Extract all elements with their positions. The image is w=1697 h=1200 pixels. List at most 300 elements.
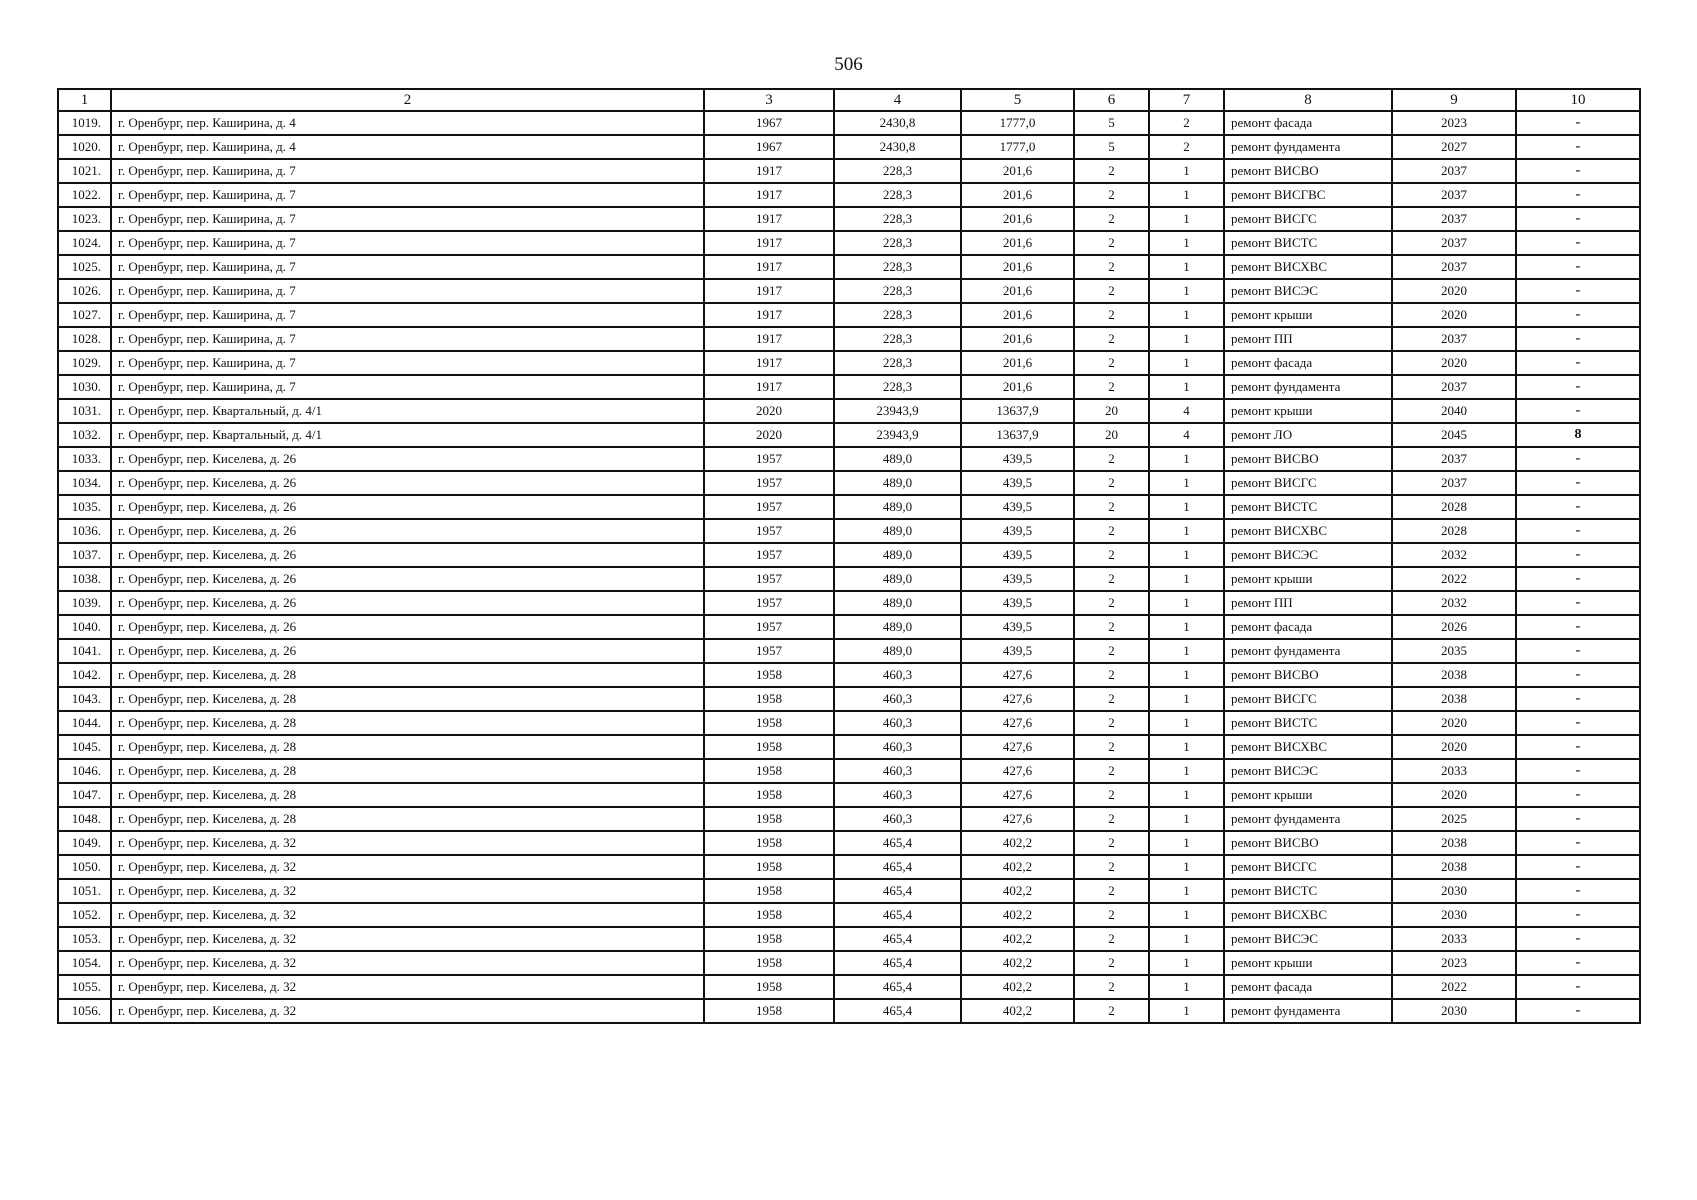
- address-cell: г. Оренбург, пер. Каширина, д. 7: [111, 159, 704, 183]
- row-number-cell: 1030.: [58, 375, 111, 399]
- planned-year-cell: 2020: [1392, 735, 1516, 759]
- entrances-cell: 1: [1149, 879, 1224, 903]
- work-type-cell: ремонт фасада: [1224, 351, 1392, 375]
- address-cell: г. Оренбург, пер. Каширина, д. 4: [111, 111, 704, 135]
- address-cell: г. Оренбург, пер. Киселева, д. 32: [111, 975, 704, 999]
- work-type-cell: ремонт фундамента: [1224, 999, 1392, 1023]
- address-cell: г. Оренбург, пер. Киселева, д. 28: [111, 711, 704, 735]
- planned-year-cell: 2037: [1392, 255, 1516, 279]
- living-area-cell: 439,5: [961, 639, 1074, 663]
- column-10-value-cell: -: [1516, 879, 1640, 903]
- entrances-cell: 1: [1149, 303, 1224, 327]
- entrances-cell: 1: [1149, 183, 1224, 207]
- row-number-cell: 1053.: [58, 927, 111, 951]
- living-area-cell: 427,6: [961, 735, 1074, 759]
- work-type-cell: ремонт ВИСГС: [1224, 687, 1392, 711]
- year-built-cell: 1958: [704, 879, 834, 903]
- page-number: 506: [834, 54, 863, 75]
- total-area-cell: 489,0: [834, 639, 961, 663]
- planned-year-cell: 2038: [1392, 663, 1516, 687]
- address-cell: г. Оренбург, пер. Каширина, д. 7: [111, 231, 704, 255]
- floors-cell: 2: [1074, 375, 1149, 399]
- row-number-cell: 1045.: [58, 735, 111, 759]
- row-number-cell: 1054.: [58, 951, 111, 975]
- entrances-cell: 2: [1149, 135, 1224, 159]
- year-built-cell: 1958: [704, 735, 834, 759]
- row-number-cell: 1040.: [58, 615, 111, 639]
- row-number-cell: 1019.: [58, 111, 111, 135]
- row-number-cell: 1038.: [58, 567, 111, 591]
- floors-cell: 2: [1074, 303, 1149, 327]
- planned-year-cell: 2032: [1392, 591, 1516, 615]
- living-area-cell: 427,6: [961, 759, 1074, 783]
- address-cell: г. Оренбург, пер. Киселева, д. 28: [111, 663, 704, 687]
- total-area-cell: 460,3: [834, 711, 961, 735]
- table-row: [58, 159, 1640, 183]
- table-row: [58, 951, 1640, 975]
- entrances-cell: 1: [1149, 279, 1224, 303]
- table-row: [58, 759, 1640, 783]
- year-built-cell: 1957: [704, 591, 834, 615]
- address-cell: г. Оренбург, пер. Каширина, д. 7: [111, 303, 704, 327]
- work-type-cell: ремонт ВИСТС: [1224, 231, 1392, 255]
- floors-cell: 20: [1074, 399, 1149, 423]
- column-10-value-cell: -: [1516, 255, 1640, 279]
- year-built-cell: 1917: [704, 231, 834, 255]
- entrances-cell: 1: [1149, 999, 1224, 1023]
- living-area-cell: 439,5: [961, 495, 1074, 519]
- entrances-cell: 1: [1149, 903, 1224, 927]
- table-row: [58, 927, 1640, 951]
- living-area-cell: 427,6: [961, 807, 1074, 831]
- row-number-cell: 1039.: [58, 591, 111, 615]
- table-row: [58, 855, 1640, 879]
- work-type-cell: ремонт фундамента: [1224, 135, 1392, 159]
- year-built-cell: 1958: [704, 687, 834, 711]
- living-area-cell: 402,2: [961, 879, 1074, 903]
- year-built-cell: 1917: [704, 351, 834, 375]
- row-number-cell: 1046.: [58, 759, 111, 783]
- planned-year-cell: 2020: [1392, 303, 1516, 327]
- work-type-cell: ремонт ВИСГС: [1224, 855, 1392, 879]
- planned-year-cell: 2045: [1392, 423, 1516, 447]
- column-header: 3: [704, 89, 834, 111]
- total-area-cell: 23943,9: [834, 423, 961, 447]
- planned-year-cell: 2020: [1392, 783, 1516, 807]
- address-cell: г. Оренбург, пер. Каширина, д. 7: [111, 183, 704, 207]
- year-built-cell: 1958: [704, 999, 834, 1023]
- entrances-cell: 1: [1149, 783, 1224, 807]
- entrances-cell: 1: [1149, 831, 1224, 855]
- planned-year-cell: 2023: [1392, 111, 1516, 135]
- living-area-cell: 13637,9: [961, 399, 1074, 423]
- column-10-value-cell: -: [1516, 975, 1640, 999]
- planned-year-cell: 2037: [1392, 327, 1516, 351]
- entrances-cell: 1: [1149, 375, 1224, 399]
- table-row: [58, 687, 1640, 711]
- floors-cell: 2: [1074, 879, 1149, 903]
- column-header: 6: [1074, 89, 1149, 111]
- living-area-cell: 201,6: [961, 303, 1074, 327]
- floors-cell: 2: [1074, 327, 1149, 351]
- work-type-cell: ремонт ВИСГВС: [1224, 183, 1392, 207]
- address-cell: г. Оренбург, пер. Киселева, д. 26: [111, 639, 704, 663]
- total-area-cell: 460,3: [834, 759, 961, 783]
- row-number-cell: 1023.: [58, 207, 111, 231]
- table-row: [58, 375, 1640, 399]
- planned-year-cell: 2020: [1392, 351, 1516, 375]
- entrances-cell: 4: [1149, 399, 1224, 423]
- entrances-cell: 1: [1149, 615, 1224, 639]
- row-number-cell: 1041.: [58, 639, 111, 663]
- entrances-cell: 1: [1149, 255, 1224, 279]
- living-area-cell: 439,5: [961, 447, 1074, 471]
- column-10-value-cell: -: [1516, 999, 1640, 1023]
- work-type-cell: ремонт ВИСВО: [1224, 447, 1392, 471]
- living-area-cell: 201,6: [961, 351, 1074, 375]
- entrances-cell: 1: [1149, 687, 1224, 711]
- table-row: [58, 783, 1640, 807]
- year-built-cell: 1917: [704, 327, 834, 351]
- planned-year-cell: 2037: [1392, 231, 1516, 255]
- floors-cell: 2: [1074, 351, 1149, 375]
- address-cell: г. Оренбург, пер. Киселева, д. 32: [111, 999, 704, 1023]
- column-10-value-cell: -: [1516, 783, 1640, 807]
- column-header: 2: [111, 89, 704, 111]
- row-number-cell: 1033.: [58, 447, 111, 471]
- column-10-value-cell: -: [1516, 207, 1640, 231]
- living-area-cell: 402,2: [961, 999, 1074, 1023]
- entrances-cell: 1: [1149, 759, 1224, 783]
- planned-year-cell: 2038: [1392, 831, 1516, 855]
- work-type-cell: ремонт фундамента: [1224, 375, 1392, 399]
- repair-register-table: [57, 88, 1641, 1024]
- column-header: 4: [834, 89, 961, 111]
- total-area-cell: 460,3: [834, 807, 961, 831]
- planned-year-cell: 2028: [1392, 519, 1516, 543]
- table-row: [58, 543, 1640, 567]
- total-area-cell: 228,3: [834, 303, 961, 327]
- address-cell: г. Оренбург, пер. Киселева, д. 32: [111, 855, 704, 879]
- year-built-cell: 1958: [704, 831, 834, 855]
- year-built-cell: 1917: [704, 159, 834, 183]
- address-cell: г. Оренбург, пер. Киселева, д. 28: [111, 687, 704, 711]
- floors-cell: 2: [1074, 207, 1149, 231]
- living-area-cell: 13637,9: [961, 423, 1074, 447]
- total-area-cell: 228,3: [834, 231, 961, 255]
- entrances-cell: 1: [1149, 327, 1224, 351]
- floors-cell: 2: [1074, 159, 1149, 183]
- total-area-cell: 460,3: [834, 735, 961, 759]
- column-10-value-cell: -: [1516, 543, 1640, 567]
- row-number-cell: 1032.: [58, 423, 111, 447]
- address-cell: г. Оренбург, пер. Каширина, д. 4: [111, 135, 704, 159]
- planned-year-cell: 2037: [1392, 375, 1516, 399]
- year-built-cell: 1917: [704, 183, 834, 207]
- total-area-cell: 228,3: [834, 351, 961, 375]
- year-built-cell: 1917: [704, 375, 834, 399]
- living-area-cell: 439,5: [961, 471, 1074, 495]
- floors-cell: 2: [1074, 831, 1149, 855]
- living-area-cell: 201,6: [961, 207, 1074, 231]
- work-type-cell: ремонт крыши: [1224, 783, 1392, 807]
- floors-cell: 2: [1074, 783, 1149, 807]
- address-cell: г. Оренбург, пер. Киселева, д. 26: [111, 591, 704, 615]
- floors-cell: 2: [1074, 711, 1149, 735]
- table-row: [58, 327, 1640, 351]
- column-10-value-cell: -: [1516, 591, 1640, 615]
- row-number-cell: 1021.: [58, 159, 111, 183]
- planned-year-cell: 2040: [1392, 399, 1516, 423]
- work-type-cell: ремонт ВИСВО: [1224, 831, 1392, 855]
- row-number-cell: 1028.: [58, 327, 111, 351]
- column-10-value-cell: -: [1516, 471, 1640, 495]
- floors-cell: 5: [1074, 135, 1149, 159]
- total-area-cell: 465,4: [834, 999, 961, 1023]
- row-number-cell: 1026.: [58, 279, 111, 303]
- floors-cell: 2: [1074, 543, 1149, 567]
- year-built-cell: 1958: [704, 759, 834, 783]
- column-10-value-cell: -: [1516, 855, 1640, 879]
- table-row: [58, 447, 1640, 471]
- entrances-cell: 1: [1149, 543, 1224, 567]
- work-type-cell: ремонт ВИСТС: [1224, 879, 1392, 903]
- address-cell: г. Оренбург, пер. Каширина, д. 7: [111, 207, 704, 231]
- entrances-cell: 2: [1149, 111, 1224, 135]
- column-10-value-cell: -: [1516, 927, 1640, 951]
- floors-cell: 2: [1074, 231, 1149, 255]
- planned-year-cell: 2032: [1392, 543, 1516, 567]
- table-row: [58, 471, 1640, 495]
- entrances-cell: 1: [1149, 735, 1224, 759]
- total-area-cell: 228,3: [834, 159, 961, 183]
- column-10-value-cell: -: [1516, 111, 1640, 135]
- address-cell: г. Оренбург, пер. Каширина, д. 7: [111, 375, 704, 399]
- table-row: [58, 879, 1640, 903]
- table-row: [58, 423, 1640, 447]
- floors-cell: 2: [1074, 639, 1149, 663]
- living-area-cell: 1777,0: [961, 111, 1074, 135]
- floors-cell: 2: [1074, 927, 1149, 951]
- address-cell: г. Оренбург, пер. Каширина, д. 7: [111, 255, 704, 279]
- total-area-cell: 489,0: [834, 543, 961, 567]
- year-built-cell: 1957: [704, 471, 834, 495]
- living-area-cell: 201,6: [961, 327, 1074, 351]
- table-row: [58, 231, 1640, 255]
- living-area-cell: 402,2: [961, 927, 1074, 951]
- row-number-cell: 1042.: [58, 663, 111, 687]
- work-type-cell: ремонт ВИСХВС: [1224, 255, 1392, 279]
- work-type-cell: ремонт фасада: [1224, 111, 1392, 135]
- entrances-cell: 1: [1149, 567, 1224, 591]
- entrances-cell: 1: [1149, 807, 1224, 831]
- total-area-cell: 228,3: [834, 375, 961, 399]
- living-area-cell: 402,2: [961, 831, 1074, 855]
- work-type-cell: ремонт ВИСЭС: [1224, 927, 1392, 951]
- table-row: [58, 975, 1640, 999]
- column-10-value-cell: -: [1516, 735, 1640, 759]
- living-area-cell: 427,6: [961, 663, 1074, 687]
- total-area-cell: 465,4: [834, 903, 961, 927]
- table-row: [58, 519, 1640, 543]
- total-area-cell: 460,3: [834, 663, 961, 687]
- year-built-cell: 1958: [704, 783, 834, 807]
- planned-year-cell: 2020: [1392, 711, 1516, 735]
- table-row: [58, 495, 1640, 519]
- address-cell: г. Оренбург, пер. Каширина, д. 7: [111, 279, 704, 303]
- planned-year-cell: 2030: [1392, 903, 1516, 927]
- column-10-value-cell: -: [1516, 519, 1640, 543]
- work-type-cell: ремонт фасада: [1224, 975, 1392, 999]
- column-10-value-cell: -: [1516, 687, 1640, 711]
- floors-cell: 2: [1074, 255, 1149, 279]
- year-built-cell: 1958: [704, 711, 834, 735]
- table-row: [58, 615, 1640, 639]
- living-area-cell: 427,6: [961, 711, 1074, 735]
- address-cell: г. Оренбург, пер. Киселева, д. 32: [111, 831, 704, 855]
- year-built-cell: 2020: [704, 423, 834, 447]
- column-10-value-cell: -: [1516, 639, 1640, 663]
- row-number-cell: 1024.: [58, 231, 111, 255]
- total-area-cell: 2430,8: [834, 111, 961, 135]
- planned-year-cell: 2028: [1392, 495, 1516, 519]
- table-row: [58, 183, 1640, 207]
- table-row: [58, 279, 1640, 303]
- work-type-cell: ремонт ВИСВО: [1224, 159, 1392, 183]
- table-row: [58, 999, 1640, 1023]
- entrances-cell: 1: [1149, 639, 1224, 663]
- year-built-cell: 2020: [704, 399, 834, 423]
- entrances-cell: 1: [1149, 975, 1224, 999]
- total-area-cell: 228,3: [834, 207, 961, 231]
- living-area-cell: 201,6: [961, 255, 1074, 279]
- living-area-cell: 439,5: [961, 591, 1074, 615]
- planned-year-cell: 2030: [1392, 999, 1516, 1023]
- floors-cell: 2: [1074, 447, 1149, 471]
- table-row: [58, 255, 1640, 279]
- entrances-cell: 4: [1149, 423, 1224, 447]
- planned-year-cell: 2037: [1392, 207, 1516, 231]
- living-area-cell: 402,2: [961, 903, 1074, 927]
- column-10-value-cell: -: [1516, 351, 1640, 375]
- work-type-cell: ремонт ВИСТС: [1224, 495, 1392, 519]
- total-area-cell: 465,4: [834, 975, 961, 999]
- planned-year-cell: 2022: [1392, 567, 1516, 591]
- entrances-cell: 1: [1149, 207, 1224, 231]
- floors-cell: 2: [1074, 735, 1149, 759]
- year-built-cell: 1958: [704, 927, 834, 951]
- living-area-cell: 1777,0: [961, 135, 1074, 159]
- column-10-value-cell: -: [1516, 183, 1640, 207]
- floors-cell: 2: [1074, 519, 1149, 543]
- row-number-cell: 1050.: [58, 855, 111, 879]
- floors-cell: 2: [1074, 759, 1149, 783]
- table-row: [58, 903, 1640, 927]
- year-built-cell: 1958: [704, 663, 834, 687]
- address-cell: г. Оренбург, пер. Киселева, д. 26: [111, 567, 704, 591]
- floors-cell: 5: [1074, 111, 1149, 135]
- year-built-cell: 1967: [704, 135, 834, 159]
- floors-cell: 2: [1074, 567, 1149, 591]
- work-type-cell: ремонт ПП: [1224, 327, 1392, 351]
- row-number-cell: 1051.: [58, 879, 111, 903]
- column-header: 9: [1392, 89, 1516, 111]
- living-area-cell: 439,5: [961, 615, 1074, 639]
- planned-year-cell: 2022: [1392, 975, 1516, 999]
- entrances-cell: 1: [1149, 471, 1224, 495]
- table-row: [58, 303, 1640, 327]
- year-built-cell: 1958: [704, 975, 834, 999]
- row-number-cell: 1029.: [58, 351, 111, 375]
- planned-year-cell: 2033: [1392, 759, 1516, 783]
- column-10-value-cell: -: [1516, 327, 1640, 351]
- work-type-cell: ремонт фундамента: [1224, 639, 1392, 663]
- table-row: [58, 591, 1640, 615]
- row-number-cell: 1035.: [58, 495, 111, 519]
- work-type-cell: ремонт фасада: [1224, 615, 1392, 639]
- column-10-value-cell: -: [1516, 615, 1640, 639]
- address-cell: г. Оренбург, пер. Киселева, д. 26: [111, 495, 704, 519]
- table-row: [58, 639, 1640, 663]
- column-10-value-cell: -: [1516, 951, 1640, 975]
- floors-cell: 2: [1074, 687, 1149, 711]
- planned-year-cell: 2033: [1392, 927, 1516, 951]
- work-type-cell: ремонт ВИСХВС: [1224, 903, 1392, 927]
- total-area-cell: 489,0: [834, 615, 961, 639]
- total-area-cell: 228,3: [834, 279, 961, 303]
- column-10-value-cell: -: [1516, 303, 1640, 327]
- living-area-cell: 201,6: [961, 159, 1074, 183]
- row-number-cell: 1047.: [58, 783, 111, 807]
- year-built-cell: 1957: [704, 447, 834, 471]
- row-number-cell: 1044.: [58, 711, 111, 735]
- total-area-cell: 489,0: [834, 471, 961, 495]
- row-number-cell: 1025.: [58, 255, 111, 279]
- column-header: 7: [1149, 89, 1224, 111]
- living-area-cell: 402,2: [961, 951, 1074, 975]
- planned-year-cell: 2023: [1392, 951, 1516, 975]
- column-header: 1: [58, 89, 111, 111]
- table-row: [58, 735, 1640, 759]
- column-10-value-cell: -: [1516, 711, 1640, 735]
- year-built-cell: 1958: [704, 951, 834, 975]
- year-built-cell: 1917: [704, 255, 834, 279]
- column-10-value-cell: -: [1516, 447, 1640, 471]
- row-number-cell: 1055.: [58, 975, 111, 999]
- total-area-cell: 228,3: [834, 255, 961, 279]
- total-area-cell: 465,4: [834, 927, 961, 951]
- work-type-cell: ремонт ВИСЭС: [1224, 543, 1392, 567]
- total-area-cell: 460,3: [834, 783, 961, 807]
- living-area-cell: 402,2: [961, 855, 1074, 879]
- row-number-cell: 1043.: [58, 687, 111, 711]
- planned-year-cell: 2020: [1392, 279, 1516, 303]
- column-10-value-cell: -: [1516, 567, 1640, 591]
- column-10-value-cell: -: [1516, 399, 1640, 423]
- column-10-value-cell: 8: [1516, 423, 1640, 447]
- address-cell: г. Оренбург, пер. Киселева, д. 28: [111, 735, 704, 759]
- planned-year-cell: 2037: [1392, 159, 1516, 183]
- year-built-cell: 1917: [704, 207, 834, 231]
- total-area-cell: 489,0: [834, 591, 961, 615]
- work-type-cell: ремонт крыши: [1224, 567, 1392, 591]
- address-cell: г. Оренбург, пер. Киселева, д. 28: [111, 783, 704, 807]
- column-header: 5: [961, 89, 1074, 111]
- planned-year-cell: 2037: [1392, 471, 1516, 495]
- floors-cell: 2: [1074, 279, 1149, 303]
- work-type-cell: ремонт ВИСГС: [1224, 471, 1392, 495]
- column-10-value-cell: -: [1516, 807, 1640, 831]
